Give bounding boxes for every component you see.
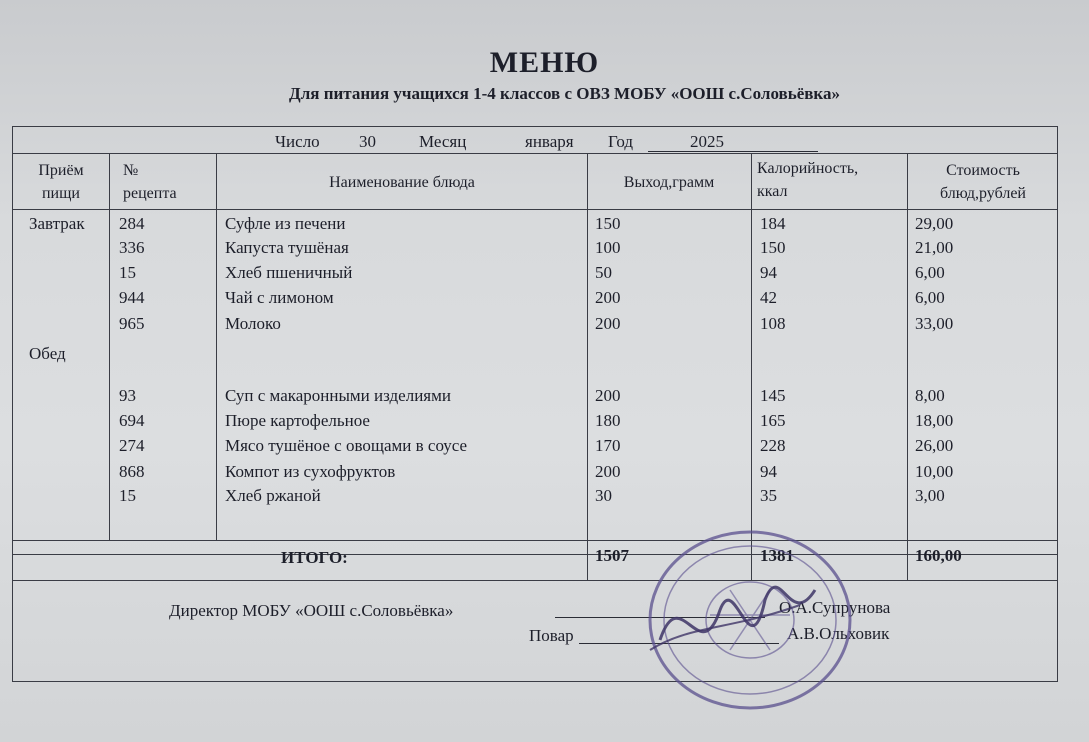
menu-subtitle: Для питания учащихся 1-4 классов с ОВЗ МОБУ «ООШ с.Соловьёвка» bbox=[289, 84, 840, 103]
year-underline bbox=[648, 151, 818, 152]
dish-calories: 150 bbox=[760, 238, 786, 257]
dish-name: Капуста тушёная bbox=[225, 238, 349, 257]
menu-title: МЕНЮ bbox=[489, 46, 600, 79]
dish-yield: 30 bbox=[595, 486, 612, 505]
dish-yield: 180 bbox=[595, 411, 621, 430]
recipe-number: 274 bbox=[119, 436, 145, 455]
dish-cost: 21,00 bbox=[915, 238, 954, 257]
dish-name: Чай с лимоном bbox=[225, 288, 334, 307]
dish-calories: 94 bbox=[760, 263, 777, 282]
dish-calories: 94 bbox=[760, 462, 777, 481]
month-value: января bbox=[525, 132, 574, 151]
recipe-number: 93 bbox=[119, 386, 136, 405]
recipe-number: 944 bbox=[119, 288, 145, 307]
recipe-number: 965 bbox=[119, 314, 145, 333]
dish-name: Молоко bbox=[225, 314, 281, 333]
col-divider-5 bbox=[907, 153, 908, 580]
dish-calories: 145 bbox=[760, 386, 786, 405]
meal-breakfast: Завтрак bbox=[29, 214, 85, 233]
cook-label: Повар bbox=[529, 626, 574, 645]
col-header-meal: Приём пищи bbox=[38, 162, 84, 202]
dish-yield: 200 bbox=[595, 314, 621, 333]
dish-cost: 10,00 bbox=[915, 462, 954, 481]
total-label: ИТОГО: bbox=[281, 548, 348, 567]
dish-yield: 150 bbox=[595, 214, 621, 233]
total-bottom-divider bbox=[13, 580, 1057, 581]
dish-calories: 228 bbox=[760, 436, 786, 455]
col-divider-3 bbox=[587, 153, 588, 580]
month-label: Месяц bbox=[419, 132, 467, 151]
dish-yield: 50 bbox=[595, 263, 612, 282]
total-calories: 1381 bbox=[760, 546, 794, 565]
dish-cost: 18,00 bbox=[915, 411, 954, 430]
dish-calories: 42 bbox=[760, 288, 777, 307]
meal-lunch: Обед bbox=[29, 344, 66, 363]
dish-name: Хлеб ржаной bbox=[225, 486, 321, 505]
dish-name: Компот из сухофруктов bbox=[225, 462, 396, 481]
total-top-divider bbox=[13, 554, 1057, 555]
year-label: Год bbox=[608, 132, 633, 151]
director-label: Директор МОБУ «ООШ с.Соловьёвка» bbox=[169, 601, 454, 620]
col-divider-1 bbox=[109, 153, 110, 540]
col-header-calories: Калорийность, ккал bbox=[757, 160, 859, 200]
official-stamp-seal bbox=[640, 520, 870, 710]
dish-cost: 6,00 bbox=[915, 263, 945, 282]
dish-cost: 33,00 bbox=[915, 314, 954, 333]
dish-yield: 200 bbox=[595, 386, 621, 405]
col-divider-4 bbox=[751, 153, 752, 580]
dish-name: Суп с макаронными изделиями bbox=[225, 386, 451, 405]
dish-cost: 8,00 bbox=[915, 386, 945, 405]
dish-cost: 6,00 bbox=[915, 288, 945, 307]
recipe-number: 336 bbox=[119, 238, 145, 257]
dish-calories: 35 bbox=[760, 486, 777, 505]
dish-name: Суфле из печени bbox=[225, 214, 346, 233]
dish-yield: 200 bbox=[595, 462, 621, 481]
dish-calories: 108 bbox=[760, 314, 786, 333]
col-header-cost: Стоимость блюд,рублей bbox=[940, 162, 1026, 202]
dish-cost: 26,00 bbox=[915, 436, 954, 455]
day-value: 30 bbox=[359, 132, 376, 151]
dish-cost: 29,00 bbox=[915, 214, 954, 233]
recipe-number: 15 bbox=[119, 486, 136, 505]
dish-cost: 3,00 bbox=[915, 486, 945, 505]
body-bottom-divider bbox=[13, 540, 1057, 541]
dish-yield: 170 bbox=[595, 436, 621, 455]
col-header-recipe: № рецепта bbox=[123, 162, 177, 202]
year-value: 2025 bbox=[690, 132, 724, 151]
dish-name: Пюре картофельное bbox=[225, 411, 370, 430]
dish-calories: 184 bbox=[760, 214, 786, 233]
dish-name: Хлеб пшеничный bbox=[225, 263, 353, 282]
col-divider-2 bbox=[216, 153, 217, 540]
total-yield: 1507 bbox=[595, 546, 629, 565]
dish-calories: 165 bbox=[760, 411, 786, 430]
col-header-dish: Наименование блюда bbox=[329, 174, 475, 191]
dish-yield: 100 bbox=[595, 238, 621, 257]
header-row-divider bbox=[13, 209, 1057, 210]
col-header-yield: Выход,грамм bbox=[623, 174, 715, 191]
day-label: Число bbox=[275, 132, 320, 151]
recipe-number: 868 bbox=[119, 462, 145, 481]
dish-yield: 200 bbox=[595, 288, 621, 307]
menu-table bbox=[12, 126, 1058, 682]
director-name: О.А.Супрунова bbox=[779, 598, 891, 617]
recipe-number: 694 bbox=[119, 411, 145, 430]
date-row-divider bbox=[13, 153, 1057, 154]
recipe-number: 15 bbox=[119, 263, 136, 282]
total-cost: 160,00 bbox=[915, 546, 962, 565]
cook-name: А.В.Ольховик bbox=[787, 624, 890, 643]
recipe-number: 284 bbox=[119, 214, 145, 233]
dish-name: Мясо тушёное с овощами в соусе bbox=[225, 436, 468, 455]
